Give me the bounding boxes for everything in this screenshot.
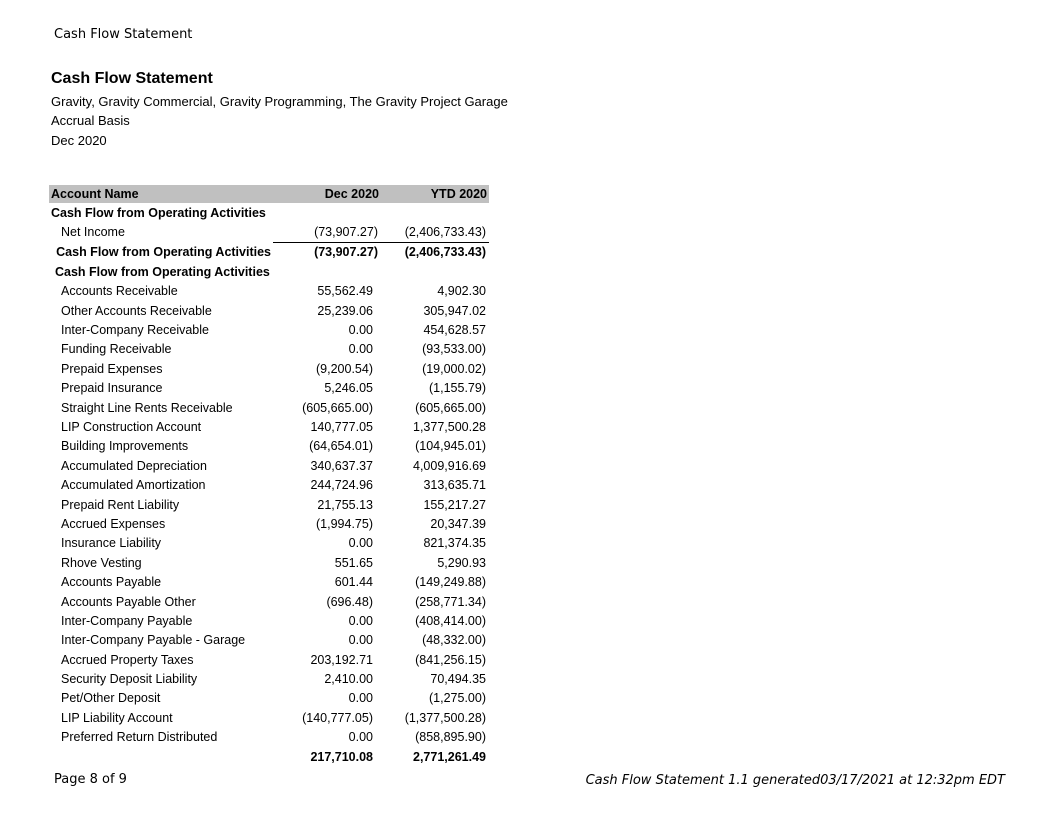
row-dec-value: (1,994.75) bbox=[316, 516, 373, 531]
row-dec-value: 140,777.05 bbox=[310, 419, 373, 434]
row-dec-value: 0.00 bbox=[348, 730, 373, 745]
section-total-label bbox=[49, 242, 273, 262]
row-ytd-value: 5,290.93 bbox=[437, 555, 486, 570]
table-row bbox=[49, 592, 489, 611]
page-number: Page 8 of 9 bbox=[54, 772, 127, 787]
row-dec-value: 244,724.96 bbox=[310, 478, 373, 493]
row-dec-value: 203,192.71 bbox=[310, 652, 373, 667]
row-ytd-value: (605,665.00) bbox=[415, 400, 486, 415]
row-dec-value: 0.00 bbox=[348, 536, 373, 551]
row-dec-value: 551.65 bbox=[334, 555, 373, 570]
row-label: Security Deposit Liability bbox=[61, 672, 198, 687]
grand-total-ytd: 2,771,261.49 bbox=[413, 749, 486, 764]
table-row bbox=[49, 320, 489, 339]
row-ytd-value: 1,377,500.28 bbox=[413, 419, 486, 434]
section-heading-operating-2: Cash Flow from Operating Activities bbox=[55, 264, 270, 279]
row-dec-value: 0.00 bbox=[348, 633, 373, 648]
section-total-label-text: Cash Flow from Operating Activities bbox=[56, 245, 271, 260]
table-row bbox=[49, 728, 489, 747]
row-label: Accounts Receivable bbox=[61, 284, 178, 299]
row-dec-value: 2,410.00 bbox=[324, 672, 373, 687]
table-row bbox=[49, 650, 489, 669]
row-label: Straight Line Rents Receivable bbox=[61, 400, 233, 415]
table-row bbox=[49, 689, 489, 708]
row-label: Pet/Other Deposit bbox=[61, 691, 161, 706]
column-header-ytd-2020: YTD 2020 bbox=[381, 185, 489, 203]
row-label: Accounts Payable bbox=[61, 575, 162, 590]
grand-total-dec: 217,710.08 bbox=[310, 749, 373, 764]
section-heading-row bbox=[49, 203, 489, 222]
row-ytd-value: (858,895.90) bbox=[415, 730, 486, 745]
row-dec-value: 25,239.06 bbox=[317, 303, 373, 318]
row-dec-value: (9,200.54) bbox=[316, 361, 373, 376]
row-label: LIP Construction Account bbox=[61, 419, 202, 434]
table-header-row bbox=[49, 185, 489, 203]
column-header-account-name: Account Name bbox=[49, 185, 273, 203]
row-label: Inter-Company Payable - Garage bbox=[61, 633, 246, 648]
row-dec-value: 0.00 bbox=[348, 323, 373, 338]
table-row bbox=[49, 553, 489, 572]
row-ytd-value: 20,347.39 bbox=[430, 516, 486, 531]
grand-total-row bbox=[49, 747, 489, 766]
row-label: Accounts Payable Other bbox=[61, 594, 196, 609]
section-heading-operating: Cash Flow from Operating Activities bbox=[51, 205, 266, 220]
row-dec-value: (140,777.05) bbox=[302, 710, 373, 725]
row-label: Accrued Property Taxes bbox=[61, 652, 194, 667]
row-ytd-value: (104,945.01) bbox=[415, 439, 486, 454]
row-dec-value: (696.48) bbox=[326, 594, 373, 609]
row-ytd-value: (93,533.00) bbox=[422, 342, 486, 357]
row-dec-value: 0.00 bbox=[348, 342, 373, 357]
row-label: Rhove Vesting bbox=[61, 555, 142, 570]
table-row bbox=[49, 572, 489, 591]
row-dec-value: (605,665.00) bbox=[302, 400, 373, 415]
row-ytd-value: 70,494.35 bbox=[430, 672, 486, 687]
generated-stamp: Cash Flow Statement 1.1 generated03/17/2021 at 12:32pm EDT bbox=[585, 773, 1005, 788]
row-label: Building Improvements bbox=[61, 439, 189, 454]
row-dec-value: (73,907.27) bbox=[273, 222, 381, 242]
row-label: Accumulated Depreciation bbox=[61, 458, 207, 473]
table-row bbox=[49, 301, 489, 320]
table-row-net-income bbox=[49, 222, 489, 242]
row-ytd-value: (2,406,733.43) bbox=[381, 222, 489, 242]
report-entities: Gravity, Gravity Commercial, Gravity Programming, The Gravity Project Garage bbox=[51, 94, 508, 109]
section-heading-row-2 bbox=[49, 262, 489, 281]
column-header-dec-2020: Dec 2020 bbox=[273, 185, 381, 203]
row-ytd-value: 305,947.02 bbox=[423, 303, 486, 318]
report-period: Dec 2020 bbox=[51, 132, 107, 148]
row-label: Prepaid Expenses bbox=[61, 361, 163, 376]
table-row bbox=[49, 437, 489, 456]
row-dec-value: 5,246.05 bbox=[324, 381, 373, 396]
report-title: Cash Flow Statement bbox=[51, 70, 213, 87]
table-row bbox=[49, 514, 489, 533]
row-ytd-value: 4,902.30 bbox=[437, 284, 486, 299]
grand-total-label bbox=[49, 747, 273, 766]
row-label: Inter-Company Payable bbox=[61, 613, 193, 628]
cash-flow-table bbox=[49, 185, 489, 766]
row-dec-value: (64,654.01) bbox=[309, 439, 373, 454]
row-ytd-value: (408,414.00) bbox=[415, 613, 486, 628]
row-ytd-value: (1,377,500.28) bbox=[404, 710, 486, 725]
row-label: Funding Receivable bbox=[61, 342, 172, 357]
row-ytd-value: (149,249.88) bbox=[415, 575, 486, 590]
table-row bbox=[49, 611, 489, 630]
report-basis: Accrual Basis bbox=[51, 113, 130, 129]
table-row bbox=[49, 417, 489, 436]
row-ytd-value: (841,256.15) bbox=[415, 652, 486, 667]
row-dec-value: 601.44 bbox=[334, 575, 373, 590]
row-ytd-value: (48,332.00) bbox=[422, 633, 486, 648]
table-row bbox=[49, 534, 489, 553]
row-label: Preferred Return Distributed bbox=[61, 730, 218, 745]
row-ytd-value: 4,009,916.69 bbox=[413, 458, 486, 473]
row-label: Accumulated Amortization bbox=[61, 478, 206, 493]
table-row bbox=[49, 475, 489, 494]
row-label: Inter-Company Receivable bbox=[61, 323, 209, 338]
row-ytd-value: 155,217.27 bbox=[423, 497, 486, 512]
table-row bbox=[49, 379, 489, 398]
row-dec-value: 0.00 bbox=[348, 691, 373, 706]
row-label: Other Accounts Receivable bbox=[61, 303, 212, 318]
row-dec-value: 55,562.49 bbox=[317, 284, 373, 299]
row-ytd-value: (258,771.34) bbox=[415, 594, 486, 609]
row-ytd-value: (1,275.00) bbox=[429, 691, 486, 706]
row-ytd-value: (1,155.79) bbox=[429, 381, 486, 396]
row-ytd-value: 821,374.35 bbox=[423, 536, 486, 551]
running-header-title: Cash Flow Statement bbox=[54, 27, 193, 42]
table-row bbox=[49, 631, 489, 650]
table-row bbox=[49, 398, 489, 417]
row-dec-value: 21,755.13 bbox=[317, 497, 373, 512]
row-ytd-value: (19,000.02) bbox=[422, 361, 486, 376]
row-label: Net Income bbox=[61, 225, 125, 240]
table-row bbox=[49, 708, 489, 727]
section-total-dec: (73,907.27) bbox=[314, 245, 378, 260]
report-title-block bbox=[51, 69, 508, 150]
row-dec-value: 0.00 bbox=[348, 613, 373, 628]
section-total-ytd: (2,406,733.43) bbox=[404, 245, 486, 260]
row-dec-value: 340,637.37 bbox=[310, 458, 373, 473]
row-label: Accrued Expenses bbox=[61, 516, 166, 531]
row-label: Insurance Liability bbox=[61, 536, 162, 551]
table-row bbox=[49, 495, 489, 514]
table-row bbox=[49, 359, 489, 378]
table-row bbox=[49, 282, 489, 301]
row-label: Prepaid Insurance bbox=[61, 381, 163, 396]
table-row bbox=[49, 669, 489, 688]
table-row bbox=[49, 340, 489, 359]
row-label: Prepaid Rent Liability bbox=[61, 497, 180, 512]
section-total-row bbox=[49, 242, 489, 262]
row-ytd-value: 454,628.57 bbox=[423, 323, 486, 338]
row-label: LIP Liability Account bbox=[61, 710, 173, 725]
row-ytd-value: 313,635.71 bbox=[423, 478, 486, 493]
table-row bbox=[49, 456, 489, 475]
